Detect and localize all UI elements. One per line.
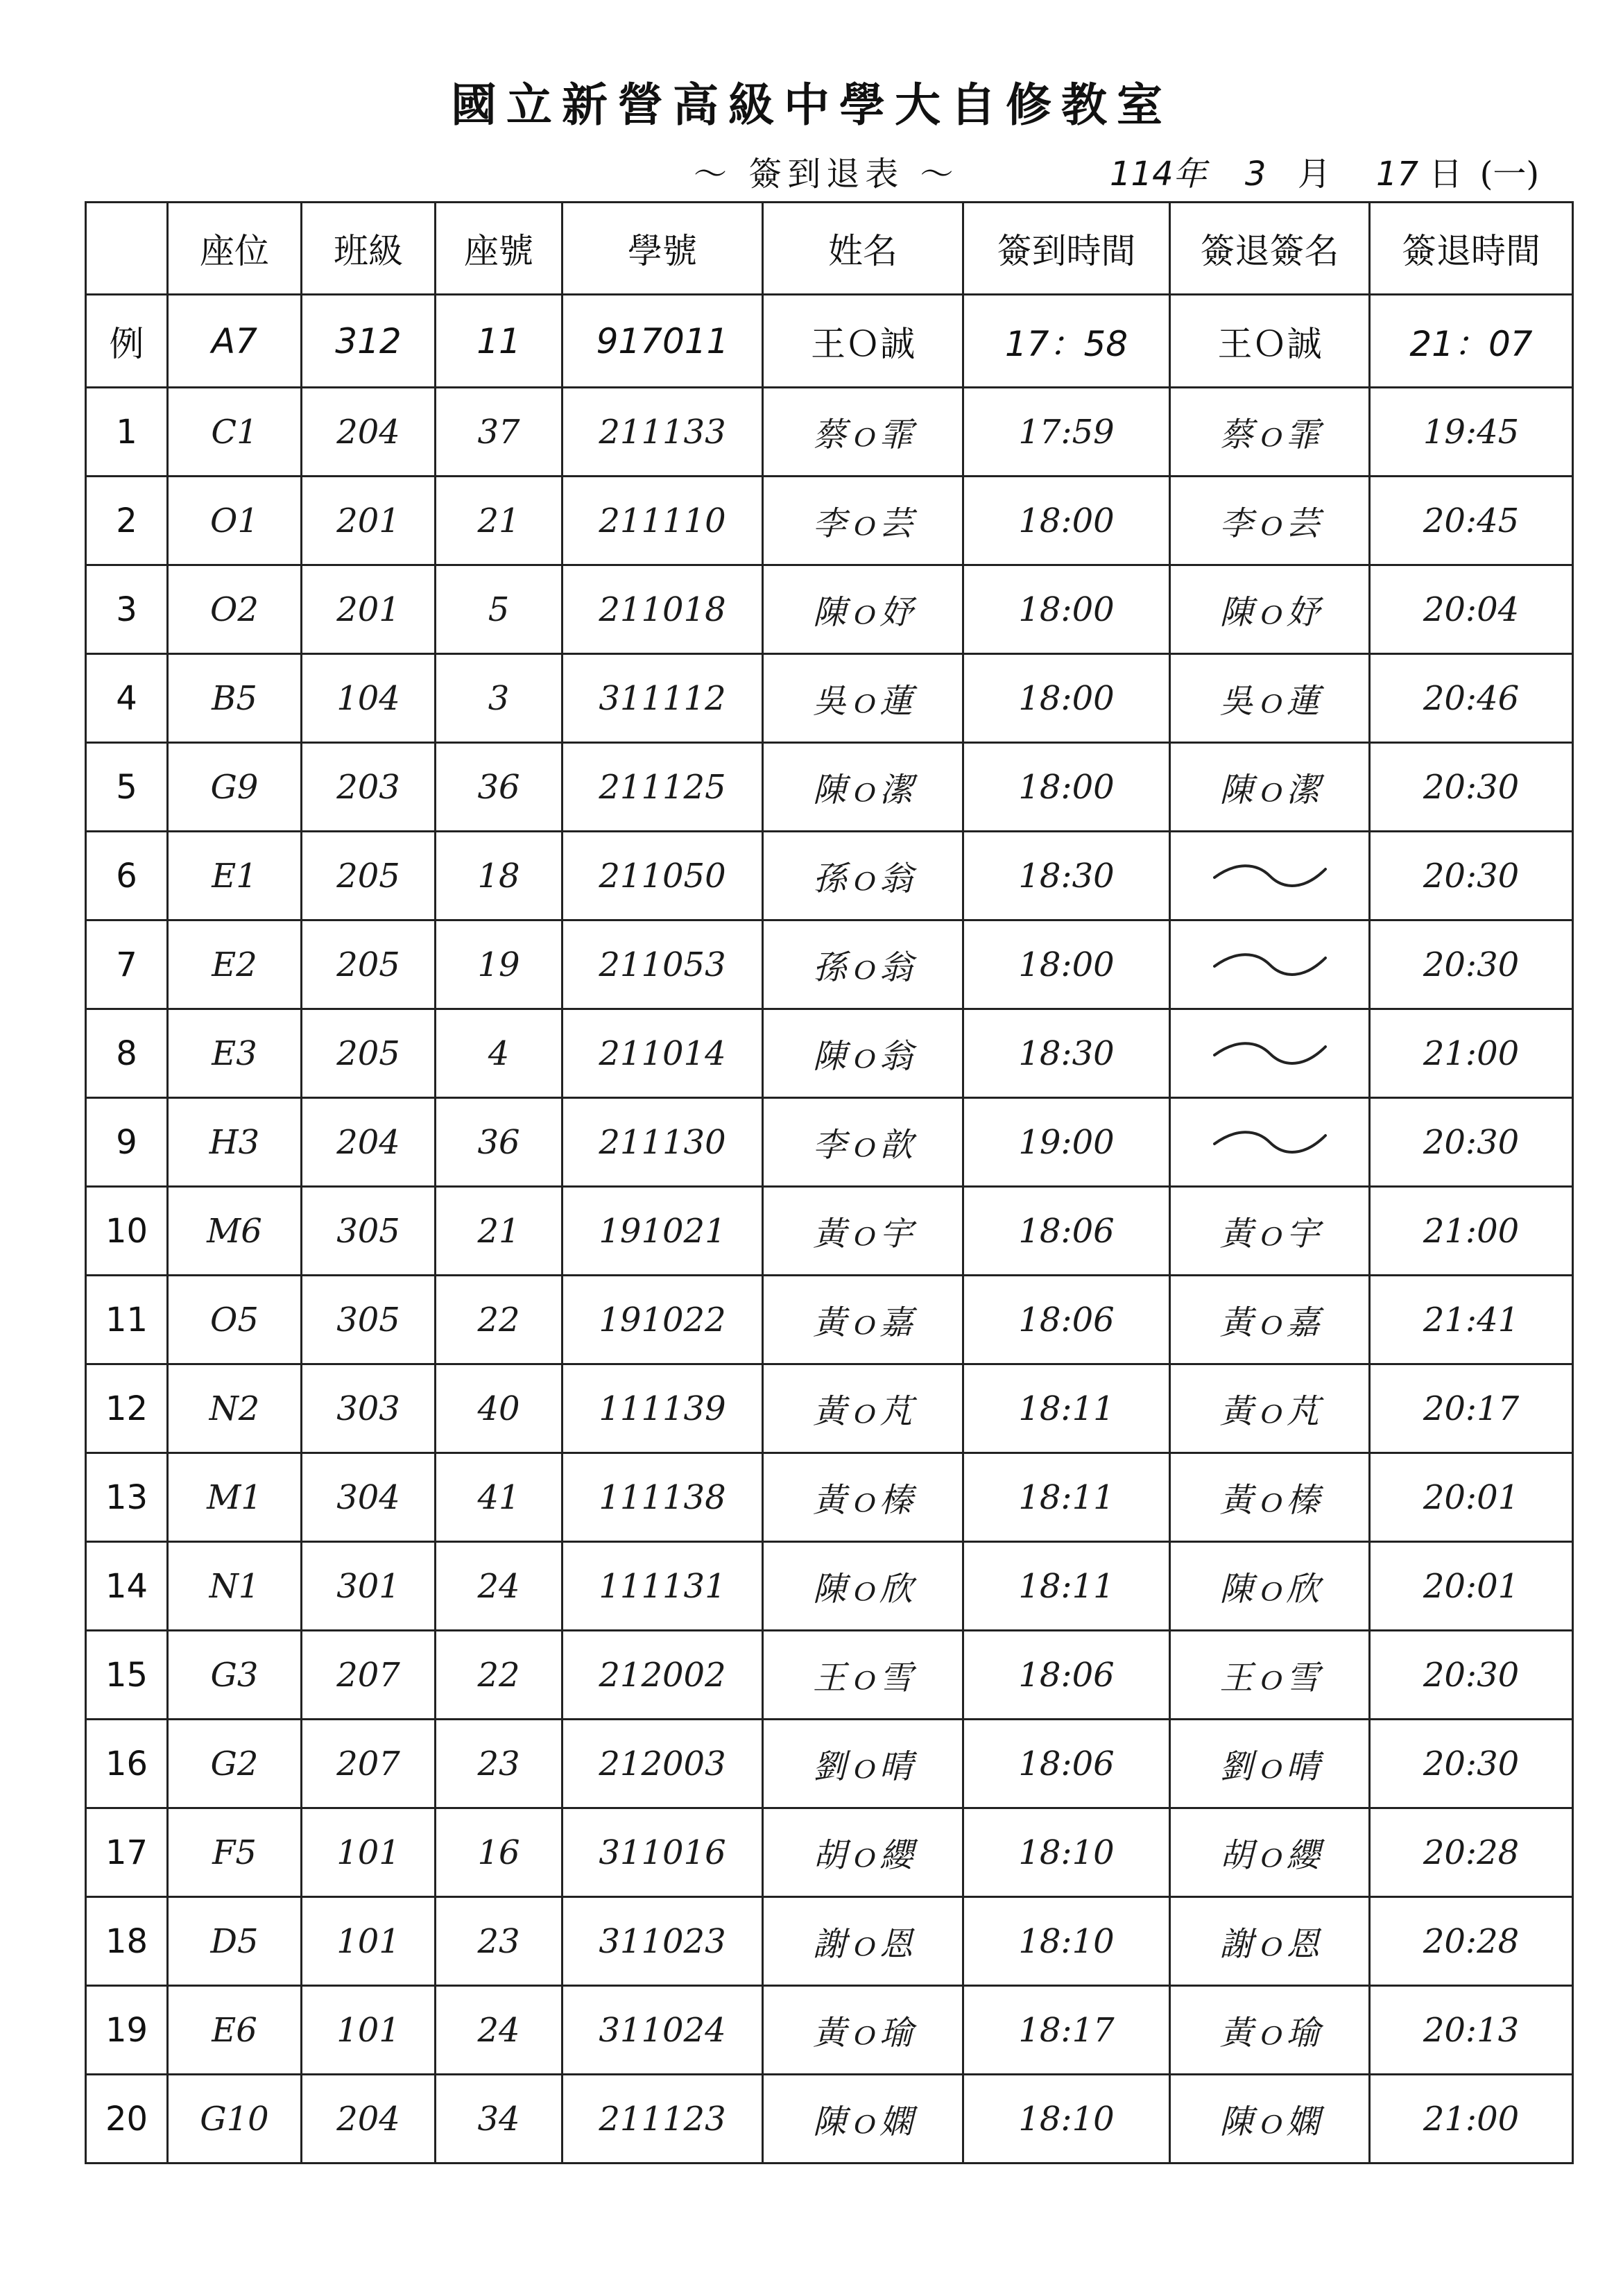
row-seat: E2 — [168, 920, 302, 1009]
row-class: 204 — [302, 388, 436, 477]
row-student-id: 311016 — [563, 1808, 763, 1897]
row-sign-in-time: 18:06 — [963, 1187, 1170, 1276]
row-sign-out-signature: 王ｏ雪 — [1170, 1631, 1370, 1720]
table-row — [86, 1364, 1573, 1453]
row-sign-out-time: 20:01 — [1370, 1453, 1573, 1542]
row-sign-in-time: 18:11 — [963, 1453, 1170, 1542]
row-student-id: 211018 — [563, 565, 763, 654]
row-seat: G10 — [168, 2075, 302, 2164]
row-number: 16 — [86, 1720, 168, 1808]
row-sign-in-time: 18:00 — [963, 920, 1170, 1009]
row-sign-out-signature: 陳ｏ欣 — [1170, 1542, 1370, 1631]
row-number: 13 — [86, 1453, 168, 1542]
row-seat-number: 23 — [436, 1720, 563, 1808]
row-number: 12 — [86, 1364, 168, 1453]
table-row — [86, 1897, 1573, 1986]
row-seat-number: 22 — [436, 1276, 563, 1364]
row-student-id: 211133 — [563, 388, 763, 477]
row-class: 207 — [302, 1720, 436, 1808]
row-sign-in-time: 18:00 — [963, 654, 1170, 743]
row-student-id: 191021 — [563, 1187, 763, 1276]
row-seat-number: 21 — [436, 1187, 563, 1276]
row-sign-out-time: 20:30 — [1370, 743, 1573, 832]
table-row — [86, 1009, 1573, 1098]
sheet-subtitle: ～ 簽到退表 ～ — [694, 155, 959, 194]
row-seat-number: 36 — [436, 1098, 563, 1187]
row-student-id: 211130 — [563, 1098, 763, 1187]
row-sign-out-signature: 陳ｏ潔 — [1170, 743, 1370, 832]
col-name: 姓名 — [763, 203, 963, 295]
table-row — [86, 1720, 1573, 1808]
row-name: 謝ｏ恩 — [763, 1897, 963, 1986]
col-sign-out-signature: 簽退簽名 — [1170, 203, 1370, 295]
row-name: 陳ｏ潔 — [763, 743, 963, 832]
row-class: 201 — [302, 477, 436, 565]
row-seat-number: 21 — [436, 477, 563, 565]
row-class: 303 — [302, 1364, 436, 1453]
row-sign-in-time: 18:10 — [963, 2075, 1170, 2164]
row-sign-in-time: 18:11 — [963, 1364, 1170, 1453]
row-seat: O5 — [168, 1276, 302, 1364]
row-sign-out-time: 21:00 — [1370, 1187, 1573, 1276]
row-sign-out-time: 20:17 — [1370, 1364, 1573, 1453]
col-number: 座號 — [436, 203, 563, 295]
row-name: 黃ｏ榛 — [763, 1453, 963, 1542]
row-number: 17 — [86, 1808, 168, 1897]
row-sign-out-signature: 謝ｏ恩 — [1170, 1897, 1370, 1986]
row-student-id: 211053 — [563, 920, 763, 1009]
row-student-id: 311024 — [563, 1986, 763, 2075]
row-name: 劉ｏ晴 — [763, 1720, 963, 1808]
row-seat-number: 41 — [436, 1453, 563, 1542]
row-sign-out-time: 20:30 — [1370, 832, 1573, 920]
row-number: 10 — [86, 1187, 168, 1276]
row-class: 305 — [302, 1187, 436, 1276]
date-month: 月 — [1297, 155, 1331, 194]
row-seat-number: 24 — [436, 1542, 563, 1631]
row-class: 205 — [302, 832, 436, 920]
row-seat-number: 4 — [436, 1009, 563, 1098]
row-number: 9 — [86, 1098, 168, 1187]
row-name: 黃ｏ嘉 — [763, 1276, 963, 1364]
row-name: 胡ｏ纓 — [763, 1808, 963, 1897]
table-row — [86, 1986, 1573, 2075]
row-sign-out-time: 19:45 — [1370, 388, 1573, 477]
row-sign-in-time: 17:59 — [963, 388, 1170, 477]
row-student-id: 211123 — [563, 2075, 763, 2164]
table-row — [86, 477, 1573, 565]
row-number: 7 — [86, 920, 168, 1009]
row-class: 301 — [302, 1542, 436, 1631]
row-name: 李ｏ芸 — [763, 477, 963, 565]
row-seat: F5 — [168, 1808, 302, 1897]
row-seat: G9 — [168, 743, 302, 832]
row-student-id: 191022 — [563, 1276, 763, 1364]
row-seat: M6 — [168, 1187, 302, 1276]
table-row — [86, 832, 1573, 920]
table-row — [86, 388, 1573, 477]
row-sign-out-signature: 黃ｏ榛 — [1170, 1453, 1370, 1542]
row-seat-number: 40 — [436, 1364, 563, 1453]
row-number: 8 — [86, 1009, 168, 1098]
row-sign-out-signature — [1170, 920, 1370, 1009]
example-number: 11 — [436, 295, 563, 388]
row-class: 305 — [302, 1276, 436, 1364]
row-sign-in-time: 18:17 — [963, 1986, 1170, 2075]
row-sign-out-signature — [1170, 1098, 1370, 1187]
row-seat: G3 — [168, 1631, 302, 1720]
row-sign-out-signature: 胡ｏ纓 — [1170, 1808, 1370, 1897]
row-student-id: 111131 — [563, 1542, 763, 1631]
row-sign-out-signature — [1170, 1009, 1370, 1098]
col-seat: 座位 — [168, 203, 302, 295]
row-sign-in-time: 18:30 — [963, 832, 1170, 920]
date-year: 114年 — [1110, 155, 1207, 194]
row-student-id: 211125 — [563, 743, 763, 832]
row-sign-out-time: 20:04 — [1370, 565, 1573, 654]
row-seat-number: 37 — [436, 388, 563, 477]
example-label: 例 — [86, 295, 168, 388]
example-row — [86, 295, 1573, 388]
row-number: 19 — [86, 1986, 168, 2075]
example-out: 21：07 — [1370, 295, 1573, 388]
row-student-id: 212003 — [563, 1720, 763, 1808]
row-class: 101 — [302, 1808, 436, 1897]
date-day: 日 — [1429, 155, 1463, 194]
table-row — [86, 1808, 1573, 1897]
row-seat: D5 — [168, 1897, 302, 1986]
row-name: 黃ｏ瑜 — [763, 1986, 963, 2075]
row-class: 201 — [302, 565, 436, 654]
table-row — [86, 1098, 1573, 1187]
table-row — [86, 743, 1573, 832]
row-sign-out-time: 20:30 — [1370, 1098, 1573, 1187]
row-name: 吳ｏ蓮 — [763, 654, 963, 743]
row-sign-in-time: 18:11 — [963, 1542, 1170, 1631]
row-name: 陳ｏ欣 — [763, 1542, 963, 1631]
row-name: 李ｏ歆 — [763, 1098, 963, 1187]
row-number: 11 — [86, 1276, 168, 1364]
row-sign-out-time: 20:28 — [1370, 1897, 1573, 1986]
row-sign-out-signature: 陳ｏ嫻 — [1170, 2075, 1370, 2164]
row-seat: O1 — [168, 477, 302, 565]
row-sign-in-time: 18:00 — [963, 477, 1170, 565]
row-number: 5 — [86, 743, 168, 832]
row-number: 1 — [86, 388, 168, 477]
row-number: 6 — [86, 832, 168, 920]
row-seat-number: 23 — [436, 1897, 563, 1986]
scribble-signature — [1208, 1033, 1332, 1074]
row-sign-in-time: 18:00 — [963, 565, 1170, 654]
scribble-signature — [1208, 944, 1332, 986]
row-student-id: 211014 — [563, 1009, 763, 1098]
row-seat: E3 — [168, 1009, 302, 1098]
row-seat-number: 5 — [436, 565, 563, 654]
date-weekday: (一) — [1479, 155, 1540, 194]
row-sign-in-time: 18:06 — [963, 1276, 1170, 1364]
row-sign-out-signature: 李ｏ芸 — [1170, 477, 1370, 565]
row-name: 黃ｏ宇 — [763, 1187, 963, 1276]
col-index — [86, 203, 168, 295]
row-number: 2 — [86, 477, 168, 565]
row-sign-out-time: 20:13 — [1370, 1986, 1573, 2075]
col-class: 班級 — [302, 203, 436, 295]
row-seat: G2 — [168, 1720, 302, 1808]
table-row — [86, 2075, 1573, 2164]
row-sign-in-time: 18:30 — [963, 1009, 1170, 1098]
row-sign-in-time: 18:00 — [963, 743, 1170, 832]
row-sign-out-signature: 陳ｏ妤 — [1170, 565, 1370, 654]
row-student-id: 211110 — [563, 477, 763, 565]
table-row — [86, 1276, 1573, 1364]
row-sign-in-time: 18:06 — [963, 1720, 1170, 1808]
row-sign-out-signature: 蔡ｏ霏 — [1170, 388, 1370, 477]
scribble-signature — [1208, 1122, 1332, 1163]
row-name: 陳ｏ翁 — [763, 1009, 963, 1098]
sheet-title: 國立新營高級中學大自修教室 — [451, 78, 1172, 132]
header-row — [86, 203, 1573, 295]
row-number: 3 — [86, 565, 168, 654]
row-seat: O2 — [168, 565, 302, 654]
row-sign-out-time: 21:00 — [1370, 1009, 1573, 1098]
col-student-id: 學號 — [563, 203, 763, 295]
row-sign-out-time: 21:41 — [1370, 1276, 1573, 1364]
row-name: 孫ｏ翁 — [763, 832, 963, 920]
row-seat-number: 36 — [436, 743, 563, 832]
table-row — [86, 654, 1573, 743]
row-seat: N1 — [168, 1542, 302, 1631]
row-student-id: 111138 — [563, 1453, 763, 1542]
example-id: 917011 — [563, 295, 763, 388]
row-class: 104 — [302, 654, 436, 743]
row-seat: N2 — [168, 1364, 302, 1453]
row-seat: H3 — [168, 1098, 302, 1187]
table-row — [86, 565, 1573, 654]
row-student-id: 311023 — [563, 1897, 763, 1986]
row-student-id: 212002 — [563, 1631, 763, 1720]
row-number: 18 — [86, 1897, 168, 1986]
example-in: 17：58 — [963, 295, 1170, 388]
row-sign-out-signature: 吳ｏ蓮 — [1170, 654, 1370, 743]
row-sign-out-time: 20:30 — [1370, 920, 1573, 1009]
col-sign-in-time: 簽到時間 — [963, 203, 1170, 295]
row-seat-number: 16 — [436, 1808, 563, 1897]
example-name: 王Ｏ誠 — [763, 295, 963, 388]
row-class: 304 — [302, 1453, 436, 1542]
row-seat-number: 18 — [436, 832, 563, 920]
row-class: 205 — [302, 920, 436, 1009]
row-seat-number: 19 — [436, 920, 563, 1009]
row-name: 孫ｏ翁 — [763, 920, 963, 1009]
row-seat-number: 3 — [436, 654, 563, 743]
row-student-id: 211050 — [563, 832, 763, 920]
row-class: 203 — [302, 743, 436, 832]
row-seat-number: 22 — [436, 1631, 563, 1720]
row-sign-out-signature: 黃ｏ芃 — [1170, 1364, 1370, 1453]
table-row — [86, 1187, 1573, 1276]
row-seat-number: 24 — [436, 1986, 563, 2075]
row-sign-in-time: 18:06 — [963, 1631, 1170, 1720]
table-row — [86, 920, 1573, 1009]
row-sign-in-time: 18:10 — [963, 1897, 1170, 1986]
row-class: 207 — [302, 1631, 436, 1720]
row-seat-number: 34 — [436, 2075, 563, 2164]
row-seat: C1 — [168, 388, 302, 477]
sign-in-table — [85, 201, 1574, 2164]
sheet-date — [1110, 147, 1539, 195]
row-number: 14 — [86, 1542, 168, 1631]
row-name: 陳ｏ妤 — [763, 565, 963, 654]
date-day-num: 17 — [1375, 155, 1419, 194]
row-name: 王ｏ雪 — [763, 1631, 963, 1720]
row-sign-out-signature — [1170, 832, 1370, 920]
example-seat: A7 — [168, 295, 302, 388]
row-name: 陳ｏ嫻 — [763, 2075, 963, 2164]
row-sign-out-time: 21:00 — [1370, 2075, 1573, 2164]
table-row — [86, 1631, 1573, 1720]
row-sign-in-time: 19:00 — [963, 1098, 1170, 1187]
row-number: 15 — [86, 1631, 168, 1720]
row-seat: M1 — [168, 1453, 302, 1542]
row-number: 20 — [86, 2075, 168, 2164]
example-class: 312 — [302, 295, 436, 388]
date-month-num: 3 — [1244, 155, 1266, 194]
row-sign-out-signature: 黃ｏ瑜 — [1170, 1986, 1370, 2075]
row-number: 4 — [86, 654, 168, 743]
row-sign-out-time: 20:46 — [1370, 654, 1573, 743]
row-class: 204 — [302, 1098, 436, 1187]
col-sign-out-time: 簽退時間 — [1370, 203, 1573, 295]
row-name: 黃ｏ芃 — [763, 1364, 963, 1453]
row-sign-out-time: 20:01 — [1370, 1542, 1573, 1631]
row-seat: E1 — [168, 832, 302, 920]
row-student-id: 111139 — [563, 1364, 763, 1453]
row-sign-out-time: 20:30 — [1370, 1631, 1573, 1720]
row-seat: B5 — [168, 654, 302, 743]
row-class: 204 — [302, 2075, 436, 2164]
row-sign-out-signature: 劉ｏ晴 — [1170, 1720, 1370, 1808]
row-student-id: 311112 — [563, 654, 763, 743]
row-sign-out-time: 20:30 — [1370, 1720, 1573, 1808]
row-sign-out-time: 20:45 — [1370, 477, 1573, 565]
row-sign-out-time: 20:28 — [1370, 1808, 1573, 1897]
row-sign-out-signature: 黃ｏ宇 — [1170, 1187, 1370, 1276]
row-name: 蔡ｏ霏 — [763, 388, 963, 477]
table-row — [86, 1542, 1573, 1631]
row-seat: E6 — [168, 1986, 302, 2075]
row-class: 101 — [302, 1897, 436, 1986]
row-sign-in-time: 18:10 — [963, 1808, 1170, 1897]
scribble-signature — [1208, 855, 1332, 897]
row-class: 101 — [302, 1986, 436, 2075]
row-sign-out-signature: 黃ｏ嘉 — [1170, 1276, 1370, 1364]
row-class: 205 — [302, 1009, 436, 1098]
table-row — [86, 1453, 1573, 1542]
example-sign: 王Ｏ誠 — [1170, 295, 1370, 388]
